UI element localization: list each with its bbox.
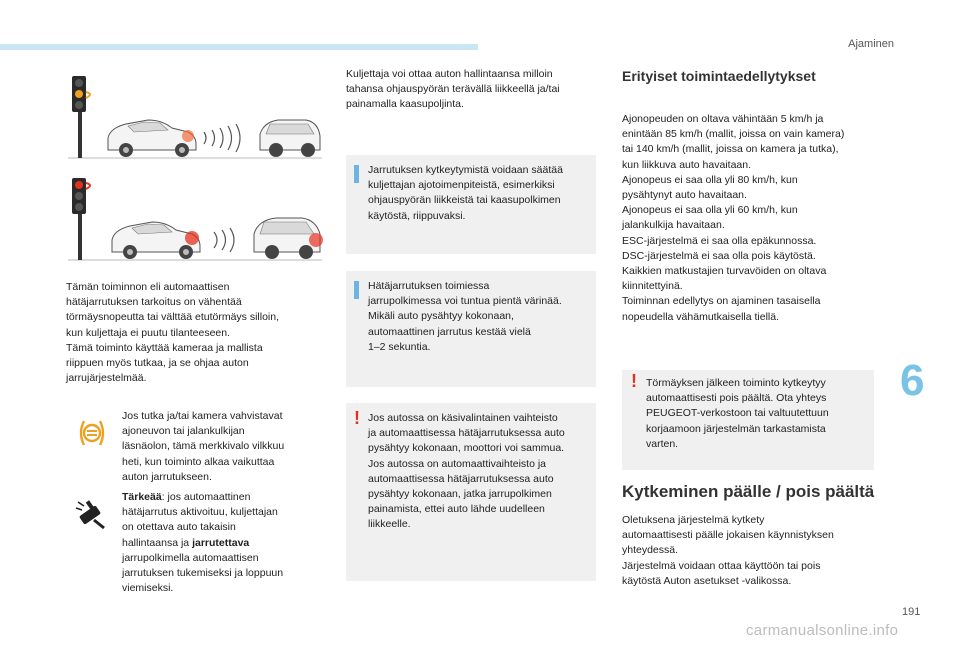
text-line: enintään 85 km/h (mallit, joissa on vain kamera) <box>622 128 845 141</box>
text-line: korjaamoon järjestelmän tarkastamista <box>646 422 826 435</box>
text-line: automaattisessa hätäjarrutuksessa auto <box>368 472 554 485</box>
text-line: Ajonopeuden on oltava vähintään 5 km/h ja <box>622 113 824 125</box>
text-line: jarrupolkimessa voi tuntua pientä värinää. <box>368 295 562 308</box>
section-title: Ajaminen <box>848 38 894 50</box>
illustration-warning-phase <box>64 70 324 162</box>
text-line: Mikäli auto pysähtyy kokonaan, <box>368 310 514 323</box>
text-line: 1–2 sekuntia. <box>368 340 431 353</box>
text-line: käytöstä Auton asetukset -valikossa. <box>622 574 792 587</box>
heading-operating-conditions: Erityiset toimintaedellytykset <box>622 68 816 84</box>
text-line: ESC-järjestelmä ei saa olla epäkunnossa. <box>622 234 817 247</box>
text-line: Tämä toiminto käyttää kameraa ja mallista <box>66 341 263 354</box>
text-line: viemiseksi. <box>122 582 174 595</box>
text-line: Järjestelmä voidaan ottaa käyttöön tai pois <box>622 559 821 572</box>
figure-red-braking <box>64 172 324 264</box>
text-line: auton jarrutukseen. <box>122 470 212 483</box>
text-line: DSC-järjestelmä ei saa olla pois käytöstä. <box>622 249 816 262</box>
text-line: törmäysnopeutta tai välttää etutörmäys silloin, <box>66 311 280 324</box>
info-marker-icon <box>354 281 359 299</box>
text-line: heti, kun toiminto alkaa vaikuttaa <box>122 455 275 468</box>
brake-pedal-icon <box>74 496 110 532</box>
warning-note-collision <box>622 370 874 470</box>
text-line: Jos autossa on automaattivaihteisto ja <box>368 457 547 470</box>
important-paragraph <box>122 490 322 596</box>
text-line: pysähtyy kokonaan, moottori voi sammua. <box>368 442 565 455</box>
text-line: Kaikkien matkustajien turvavöiden on oltava <box>622 265 827 278</box>
text-line: käytöstä, riippuvaksi. <box>368 209 466 222</box>
text-line: ja automaattisessa hätäjarrutuksessa auto <box>368 427 565 440</box>
text-line: liikkeelle. <box>368 518 411 531</box>
page-number: 191 <box>902 606 921 618</box>
indicator-description <box>122 409 322 485</box>
text-line: Jos autossa on käsivalintainen vaihteisto <box>368 412 558 424</box>
text-line: yhteydessä. <box>622 544 679 557</box>
warning-exclamation-icon: ! <box>631 371 637 391</box>
text-line: läsnäolon, tämä merkkivalo vilkkuu <box>122 440 285 453</box>
text-line <box>122 536 322 551</box>
text-line: painamalla kaasupoljinta. <box>346 98 464 111</box>
text-line: Jos tutka ja/tai kamera vahvistavat <box>122 410 283 422</box>
text-line: automaattisesti päälle jokaisen käynnistyksen <box>622 529 834 542</box>
text-line: Jarrutuksen kytkeytymistä voidaan säätää <box>368 164 563 176</box>
text-line: Oletuksena järjestelmä kytkety <box>622 514 765 526</box>
warning-exclamation-icon: ! <box>354 408 360 428</box>
bold-span: jarrutettava <box>192 536 250 549</box>
text-line: Ajonopeus ei saa olla yli 80 km/h, kun <box>622 173 798 186</box>
text-line: jalankulkija havaitaan. <box>622 219 725 232</box>
text-line <box>122 490 322 505</box>
text-span: hallintaansa ja <box>122 536 193 549</box>
watermark: carmanualsonline.info <box>746 622 899 639</box>
text-line: Kuljettaja voi ottaa auton hallintaansa milloin <box>346 68 553 80</box>
text-line: pysähtyy kokonaan, jatka jarrupolkimen <box>368 488 552 501</box>
chapter-number: 6 <box>900 356 925 405</box>
text-line: Tämän toiminnon eli automaattisen <box>66 281 230 293</box>
text-span: : jos automaattinen <box>161 491 251 503</box>
text-line: Törmäyksen jälkeen toiminto kytkeytyy <box>646 377 826 389</box>
text-line: painamista, ettei auto lähde uudelleen <box>368 503 545 516</box>
text-line: Ajonopeus ei saa olla yli 60 km/h, kun <box>622 204 798 217</box>
info-marker-icon <box>354 165 359 183</box>
text-line: Hätäjarrutuksen toimiessa <box>368 280 490 292</box>
text-line: jarrutuksen tukemiseksi ja loppuun <box>122 567 284 580</box>
header-rule <box>0 44 478 50</box>
illustration-braking-phase <box>64 172 324 264</box>
info-note-adjustment <box>346 155 596 254</box>
text-line: ajoneuvon tai jalankulkijan <box>122 425 245 438</box>
heading-on-off: Kytkeminen päälle / pois päältä <box>622 482 875 501</box>
text-line: kun kuljettaja ei puutu tilanteeseen. <box>66 326 231 339</box>
text-line: Toiminnan edellytys on ajaminen tasaisella <box>622 295 821 308</box>
text-line: automaattisesti pois päältä. Ota yhteys <box>646 392 827 405</box>
text-line: kuljettajan ajotoimenpiteistä, esimerkiksi <box>368 179 555 192</box>
onoff-paragraph <box>622 513 878 589</box>
text-line: kiinnitettyinä. <box>622 280 683 293</box>
conditions-paragraph <box>622 112 878 325</box>
text-line: tahansa ohjauspyörän terävällä liikkeellä ja/tai <box>346 83 560 96</box>
text-line: varten. <box>646 437 679 450</box>
text-line: hätäjarrutus aktivoituu, kuljettajan <box>122 506 278 519</box>
important-label: Tärkeää <box>122 491 162 503</box>
text-line: jarrupolkimella automaattisen <box>122 551 259 564</box>
text-line: jarrujärjestelmää. <box>66 372 147 385</box>
text-line: riippuen myös tutkaa, ja se ohjaa auton <box>66 357 249 370</box>
text-line: on otettava auto takaisin <box>122 521 236 534</box>
collision-warning-indicator-icon <box>74 415 110 451</box>
text-line: pysähtynyt auto havaitaan. <box>622 189 747 202</box>
intro-paragraph <box>66 280 324 386</box>
override-paragraph <box>346 67 596 113</box>
text-line: tai 140 km/h (mallit, joissa on kamera ja tutka), <box>622 143 839 156</box>
info-note-vibration <box>346 271 596 387</box>
text-line: nopeudella vähämutkaisella tiellä. <box>622 310 780 323</box>
text-line: automaattinen jarrutus kestää vielä <box>368 325 531 338</box>
warning-note-gearbox <box>346 403 596 581</box>
text-line: PEUGEOT-verkostoon tai valtuutettuun <box>646 407 829 420</box>
text-line: kun liikkuva auto havaitaan. <box>622 158 751 171</box>
text-line: ohjauspyörän liikkeistä tai kaasupolkimen <box>368 194 561 207</box>
figure-amber-warning <box>64 70 324 162</box>
text-line: hätäjarrutuksen tarkoitus on vähentää <box>66 296 242 309</box>
